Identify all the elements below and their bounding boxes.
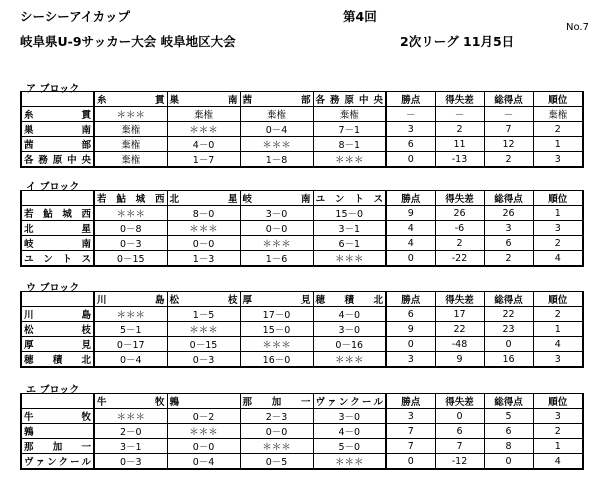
match-result-cell: ＊＊＊ [167,424,240,439]
stat-cell: 1 [533,206,583,221]
standings-table-a [20,91,584,168]
stat-cell: 26 [484,206,533,221]
stat-cell: 7 [386,424,435,439]
match-result-cell: 4－0 [313,307,386,322]
stat-cell: -13 [435,152,484,168]
match-result-cell: 0－2 [167,409,240,424]
match-result-cell: ＊＊＊ [313,352,386,368]
match-result-cell: ＊＊＊ [94,107,167,122]
table-row [21,307,583,322]
match-result-cell: 1－3 [167,251,240,267]
table-row [21,454,583,470]
match-result-cell: 3－1 [313,221,386,236]
row-team-name: 北星 [21,221,94,236]
stat-cell: -48 [435,337,484,352]
column-team-header: 鶉 [167,394,240,409]
stat-cell: 2 [484,152,533,168]
stat-header: 順位 [533,394,583,409]
stat-cell: － [386,107,435,122]
stat-header: 得失差 [435,394,484,409]
stat-cell: 3 [386,409,435,424]
stat-cell: -6 [435,221,484,236]
stat-cell: 1 [533,137,583,152]
table-row [21,221,583,236]
stat-cell: 6 [386,307,435,322]
match-result-cell: 7－1 [313,122,386,137]
stat-cell: 0 [435,409,484,424]
match-result-cell: 4－0 [167,137,240,152]
column-team-header: 岐南 [240,191,313,206]
column-team-header: 厚見 [240,292,313,307]
stat-header: 総得点 [484,292,533,307]
match-result-cell: 4－0 [313,424,386,439]
match-result-cell: 0－16 [313,337,386,352]
stat-header: 勝点 [386,394,435,409]
stat-cell: 22 [435,322,484,337]
match-result-cell: 5－0 [313,439,386,454]
row-team-name: 若鮎城西 [21,206,94,221]
standings-table-i [20,190,584,267]
stat-cell: 0 [386,152,435,168]
match-result-cell: ＊＊＊ [94,307,167,322]
column-team-header: 茜部 [240,92,313,107]
stat-cell: 0 [386,251,435,267]
stat-cell: 0 [386,454,435,470]
stat-header: 勝点 [386,92,435,107]
match-result-cell: 棄権 [94,152,167,168]
stat-cell: 4 [533,454,583,470]
stat-cell: 6 [435,424,484,439]
match-result-cell: 2－0 [94,424,167,439]
header-corner-cell [21,292,94,307]
column-team-header: 川島 [94,292,167,307]
stat-cell: 22 [484,307,533,322]
match-result-cell: 1－5 [167,307,240,322]
stat-cell: 6 [484,236,533,251]
block-label-a: ア ブロック [26,84,80,95]
match-result-cell: 15－0 [313,206,386,221]
match-result-cell: ＊＊＊ [240,236,313,251]
match-result-cell: 3－0 [313,322,386,337]
match-result-cell: ＊＊＊ [167,122,240,137]
stat-cell: 2 [533,307,583,322]
stat-cell: 6 [484,424,533,439]
stat-cell: -12 [435,454,484,470]
column-team-header: 北星 [167,191,240,206]
match-result-cell: 8－0 [167,206,240,221]
stat-cell: 2 [435,236,484,251]
stat-cell: － [484,107,533,122]
row-team-name: 那加一 [21,439,94,454]
stat-cell: 2 [533,122,583,137]
match-result-cell: 0－0 [167,439,240,454]
match-result-cell: 1－6 [240,251,313,267]
stat-cell: 9 [435,352,484,368]
stat-header: 得失差 [435,292,484,307]
column-team-header: 各務原中央 [313,92,386,107]
stat-cell: 2 [435,122,484,137]
stat-cell: － [435,107,484,122]
match-result-cell: 0－15 [94,251,167,267]
stat-header: 総得点 [484,394,533,409]
table-row [21,251,583,267]
stat-header: 総得点 [484,92,533,107]
stat-cell: 3 [386,122,435,137]
block-label-i: イ ブロック [26,182,80,193]
header-corner-cell [21,394,94,409]
match-result-cell: ＊＊＊ [240,439,313,454]
match-result-cell: 棄権 [94,137,167,152]
row-team-name: 川島 [21,307,94,322]
stat-cell: 0 [386,337,435,352]
match-result-cell: ＊＊＊ [167,221,240,236]
header-corner-cell [21,92,94,107]
block-label-e: エ ブロック [26,385,80,396]
match-result-cell: 6－1 [313,236,386,251]
match-result-cell: 1－7 [167,152,240,168]
stat-cell: 4 [533,337,583,352]
stat-cell: 2 [484,251,533,267]
stat-cell: 1 [533,439,583,454]
match-result-cell: 16－0 [240,352,313,368]
table-header-row [21,191,583,206]
stat-cell: 8 [484,439,533,454]
table-header-row [21,292,583,307]
league-date: 2次リーグ 11月5日 [400,34,515,49]
stat-header: 総得点 [484,191,533,206]
column-team-header: 若鮎城西 [94,191,167,206]
match-result-cell: 0－4 [94,352,167,368]
stat-cell: 16 [484,352,533,368]
match-result-cell: 0－4 [167,454,240,470]
match-result-cell: 0－0 [240,221,313,236]
match-result-cell: 17－0 [240,307,313,322]
column-team-header: 牛牧 [94,394,167,409]
stat-cell: 9 [386,322,435,337]
header-corner-cell [21,191,94,206]
stat-cell: 4 [533,251,583,267]
table-row [21,409,583,424]
table-row [21,352,583,368]
match-result-cell: 棄権 [94,122,167,137]
stat-header: 順位 [533,92,583,107]
column-team-header: 糸貫 [94,92,167,107]
standings-table-e [20,393,584,470]
match-result-cell: ＊＊＊ [313,251,386,267]
stat-cell: 3 [533,221,583,236]
row-team-name: 松枝 [21,322,94,337]
tournament-round: 第4回 [343,9,377,24]
stat-header: 順位 [533,292,583,307]
table-row [21,236,583,251]
match-result-cell: 5－1 [94,322,167,337]
stat-cell: 1 [533,322,583,337]
match-result-cell: 0－5 [240,454,313,470]
stat-cell: 12 [484,137,533,152]
stat-cell: 7 [386,439,435,454]
match-result-cell: 0－15 [167,337,240,352]
page-number: No.7 [566,22,589,33]
row-team-name: 岐南 [21,236,94,251]
match-result-cell: 2－3 [240,409,313,424]
match-result-cell: 0－3 [94,236,167,251]
row-team-name: 巣南 [21,122,94,137]
row-team-name: 各務原中央 [21,152,94,168]
table-row [21,322,583,337]
stat-cell: 4 [386,236,435,251]
stat-cell: 7 [435,439,484,454]
stat-cell: 4 [386,221,435,236]
match-result-cell: 0－3 [94,454,167,470]
column-team-header: 松枝 [167,292,240,307]
match-result-cell: 0－8 [94,221,167,236]
row-team-name: ヴァンクール [21,454,94,470]
table-row [21,206,583,221]
stat-header: 得失差 [435,191,484,206]
match-result-cell: 3－0 [240,206,313,221]
stat-cell: 棄権 [533,107,583,122]
stat-cell: 2 [533,424,583,439]
block-label-u: ウ ブロック [26,283,80,294]
stat-header: 得失差 [435,92,484,107]
stat-cell: 2 [533,236,583,251]
stat-cell: 3 [484,221,533,236]
stat-cell: -22 [435,251,484,267]
table-row [21,439,583,454]
row-team-name: ユントス [21,251,94,267]
stat-cell: 11 [435,137,484,152]
table-row [21,122,583,137]
match-result-cell: ＊＊＊ [240,337,313,352]
column-team-header: 穂積北 [313,292,386,307]
stat-cell: 0 [484,337,533,352]
match-result-cell: 0－17 [94,337,167,352]
stat-cell: 9 [386,206,435,221]
table-row [21,107,583,122]
stat-cell: 26 [435,206,484,221]
match-result-cell: 0－0 [240,424,313,439]
stat-cell: 3 [533,152,583,168]
match-result-cell: 棄権 [167,107,240,122]
match-result-cell: 棄権 [313,107,386,122]
row-team-name: 茜部 [21,137,94,152]
tournament-subtitle: 岐阜県U-9サッカー大会 岐阜地区大会 [20,34,236,49]
column-team-header: 那加一 [240,394,313,409]
row-team-name: 鶉 [21,424,94,439]
stat-cell: 6 [386,137,435,152]
table-row [21,337,583,352]
table-header-row [21,394,583,409]
stat-cell: 23 [484,322,533,337]
match-result-cell: ＊＊＊ [167,322,240,337]
stat-cell: 3 [386,352,435,368]
column-team-header: ヴァンクール [313,394,386,409]
tournament-title: シーシーアイカップ [20,9,131,24]
match-result-cell: ＊＊＊ [94,206,167,221]
stat-header: 勝点 [386,292,435,307]
match-result-cell: ＊＊＊ [313,454,386,470]
table-row [21,152,583,168]
match-result-cell: 0－0 [167,236,240,251]
match-result-cell: 0－4 [240,122,313,137]
stat-cell: 5 [484,409,533,424]
row-team-name: 穂積北 [21,352,94,368]
stat-cell: 17 [435,307,484,322]
column-team-header: 巣南 [167,92,240,107]
table-row [21,424,583,439]
row-team-name: 牛牧 [21,409,94,424]
stat-cell: 3 [533,409,583,424]
match-result-cell: 棄権 [240,107,313,122]
stat-header: 順位 [533,191,583,206]
row-team-name: 厚見 [21,337,94,352]
match-result-cell: ＊＊＊ [313,152,386,168]
match-result-cell: 0－3 [167,352,240,368]
match-result-cell: 3－1 [94,439,167,454]
stat-cell: 0 [484,454,533,470]
match-result-cell: 8－1 [313,137,386,152]
stat-cell: 3 [533,352,583,368]
standings-table-u [20,291,584,368]
stat-header: 勝点 [386,191,435,206]
match-result-cell: ＊＊＊ [94,409,167,424]
row-team-name: 糸貫 [21,107,94,122]
match-result-cell: 15－0 [240,322,313,337]
column-team-header: ユントス [313,191,386,206]
match-result-cell: 1－8 [240,152,313,168]
table-header-row [21,92,583,107]
table-row [21,137,583,152]
match-result-cell: 3－0 [313,409,386,424]
match-result-cell: ＊＊＊ [240,137,313,152]
stat-cell: 7 [484,122,533,137]
